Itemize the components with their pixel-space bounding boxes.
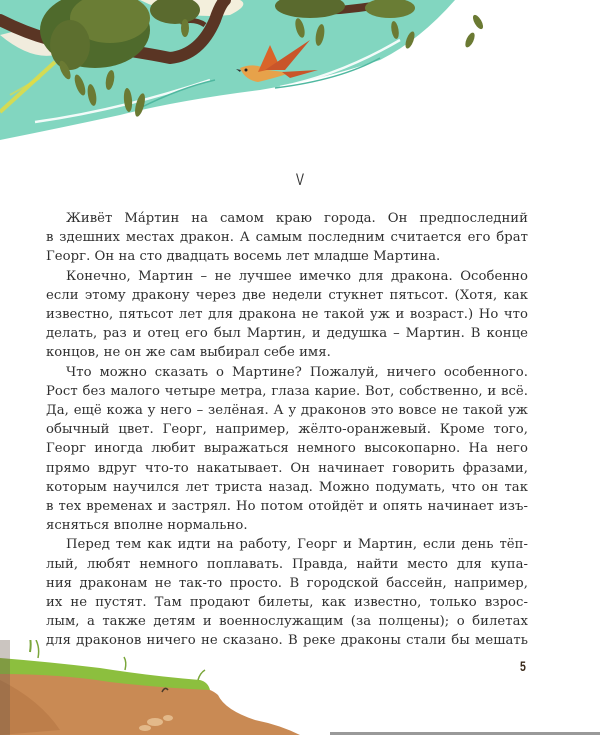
text-line: лым, а также детям и военнослужащим (за полцены); о билетах — [46, 614, 528, 630]
text-line: их не пустят. Там продают билеты, как известно, только взрос- — [46, 595, 528, 611]
text-line: Георг. Он на сто двадцать восемь лет младше Мартина. — [46, 249, 441, 265]
tree-branch-bird-illustration — [0, 0, 600, 170]
text-line: Живёт Ма́ртин на самом краю города. Он предпоследний — [66, 211, 528, 226]
text-line: в здешних местах дракон. А самым последним считается его брат — [46, 230, 528, 246]
text-line: лый, любят немного поплавать. Правда, найти место для купа- — [46, 556, 528, 572]
text-line: Что можно сказать о Мартине? Пожалуй, ничего особенного. — [66, 364, 528, 380]
text-line: Рост без малого четыре метра, глаза карие. Вот, собственно, и всё. — [46, 383, 528, 399]
story-text — [46, 209, 528, 651]
text-line: Да, ещё кожа у него – зелёная. А у драконов это вовсе не такой уж — [46, 403, 528, 419]
text-line: в тех временах и застрял. Но потом отойдёт и опять начинает изъ- — [46, 499, 528, 515]
text-line: которым научился лет триста назад. Можно подумать, что он так — [46, 479, 528, 495]
text-line: Конечно, Мартин – не лучшее имечко для дракона. Особенно — [66, 268, 528, 284]
text-line: концов, не он же сам выбирал себе имя. — [46, 345, 331, 361]
text-line: обычный цвет. Георг, например, жёлто-оранжевый. Кроме того, — [46, 422, 528, 438]
chapter-number: V — [296, 170, 304, 189]
text-line: для драконов ничего не сказано. В реке драконы стали бы мешать — [46, 633, 528, 649]
text-line: известно, пятьсот лет для дракона не такой уж и возраст.) Но что — [46, 307, 528, 323]
text-line: делать, раз и отец его был Мартин, и дедушка – Мартин. В конце — [46, 326, 528, 342]
text-line: Перед тем как идти на работу, Георг и Мартин, если день тёп- — [66, 537, 528, 553]
text-line: ния драконам не так-то просто. В городской бассейн, например, — [46, 575, 528, 591]
text-line: если этому дракону через две недели стукнет пятьсот. (Хотя, как — [46, 287, 528, 303]
text-line: ясняться вполне нормально. — [46, 518, 248, 534]
text-line: прямо вдруг что-то накатывает. Он начинает говорить фразами, — [46, 460, 528, 476]
grassy-cliff-illustration — [0, 640, 600, 735]
text-line: Георг иногда любит выражаться немного высокопарно. На него — [46, 441, 528, 457]
page-number: 5 — [519, 658, 526, 674]
